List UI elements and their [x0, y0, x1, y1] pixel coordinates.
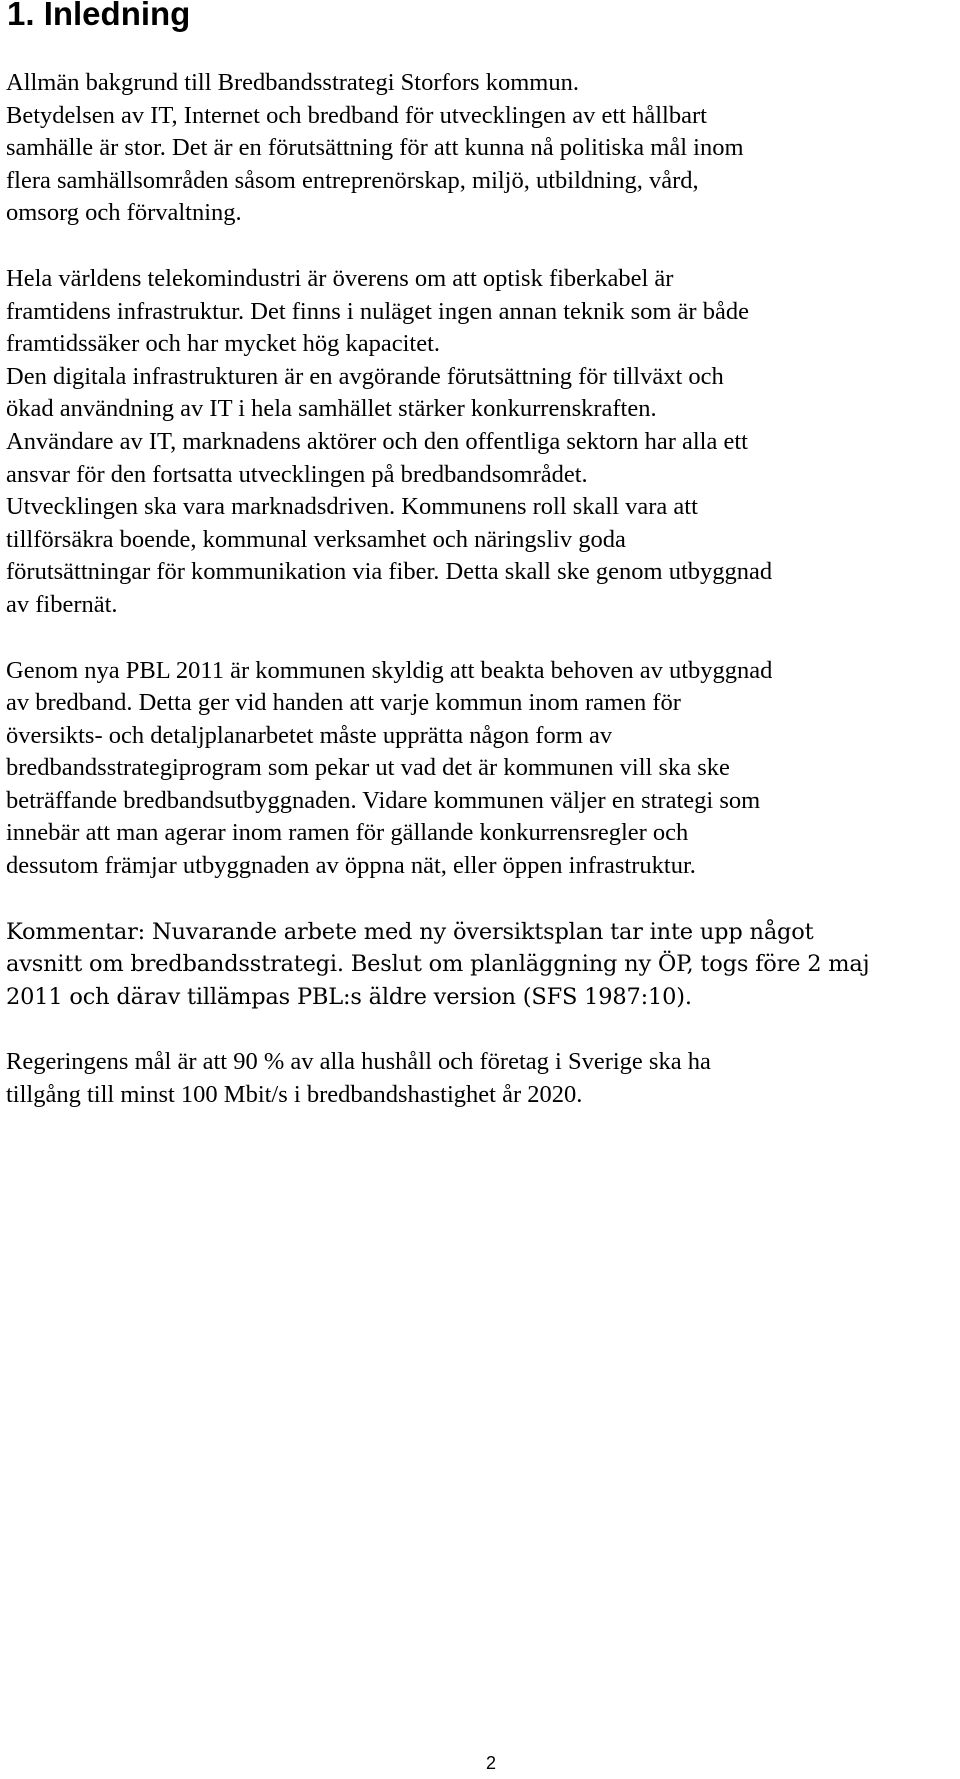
page-number: 2 [486, 1753, 497, 1773]
text-line: Regeringens mål är att 90 % av alla hushåll och företag i Sverige ska ha [6, 1048, 711, 1076]
text-line: Allmän bakgrund till Bredbandsstrategi Storfors kommun. [6, 69, 579, 96]
paragraph-spacer [6, 622, 956, 655]
text-line: framtidens infrastruktur. Det finns i nuläget ingen annan teknik som är både [6, 297, 749, 325]
text-line: av fibernät. [6, 590, 118, 618]
paragraph-infrastructure [6, 263, 956, 622]
text-line: framtidssäker och har mycket hög kapacitet. [6, 330, 441, 358]
text-line: samhälle är stor. Det är en förutsättning för att kunna nå politiska mål inom [6, 134, 744, 162]
text-line: dessutom främjar utbyggnaden av öppna nät, eller öppen infrastruktur. [6, 852, 696, 880]
text-line: Den digitala infrastrukturen är en avgörande förutsättning för tillväxt och [6, 362, 724, 390]
text-line: ansvar för den fortsatta utvecklingen på bredbandsområdet. [6, 460, 588, 488]
text-line: 2011 och därav tillämpas PBL:s äldre version (SFS 1987:10). [6, 983, 692, 1010]
text-line: översikts- och detaljplanarbetet måste upprätta någon form av [6, 721, 613, 749]
paragraph-spacer [6, 883, 956, 916]
paragraph-spacer [6, 230, 956, 263]
text-line: innebär att man agerar inom ramen för gällande konkurrensregler och [6, 819, 689, 847]
text-line: avsnitt om bredbandsstrategi. Beslut om planläggning ny ÖP, togs före 2 maj [6, 951, 870, 978]
text-line: omsorg och förvaltning. [6, 199, 242, 227]
paragraph-background [6, 67, 956, 230]
text-line: förutsättningar för kommunikation via fiber. Detta skall ske genom utbyggnad [6, 558, 773, 586]
paragraph-pbl [6, 655, 956, 883]
paragraph-comment [6, 916, 956, 1014]
text-line: Utvecklingen ska vara marknadsdriven. Kommunens roll skall vara att [6, 493, 698, 521]
text-line: Genom nya PBL 2011 är kommunen skyldig att beakta behoven av utbyggnad [6, 656, 773, 684]
text-line: Användare av IT, marknadens aktörer och den offentliga sektorn har alla ett [6, 427, 748, 455]
text-line: av bredband. Detta ger vid handen att varje kommun inom ramen för [6, 689, 681, 717]
text-line: Kommentar: Nuvarande arbete med ny översiktsplan tar inte upp något [6, 918, 814, 945]
text-line: tillförsäkra boende, kommunal verksamhet och näringsliv goda [6, 525, 626, 553]
text-line: beträffande bredbandsutbyggnaden. Vidare kommunen väljer en strategi som [6, 786, 761, 814]
text-line: tillgång till minst 100 Mbit/s i bredbandshastighet år 2020. [6, 1081, 583, 1109]
text-line: bredbandsstrategiprogram som pekar ut vad det är kommunen vill ska ske [6, 754, 730, 782]
body-text [6, 67, 956, 1112]
section-heading: 1. Inledning [7, 0, 191, 32]
text-line: Hela världens telekomindustri är överens om att optisk fiberkabel är [6, 264, 674, 292]
paragraph-spacer [6, 1013, 956, 1046]
paragraph-government-goal [6, 1046, 956, 1111]
text-line: Betydelsen av IT, Internet och bredband för utvecklingen av ett hållbart [6, 101, 707, 129]
text-line: flera samhällsområden såsom entreprenörskap, miljö, utbildning, vård, [6, 166, 699, 194]
text-line: ökad användning av IT i hela samhället stärker konkurrenskraften. [6, 395, 657, 423]
